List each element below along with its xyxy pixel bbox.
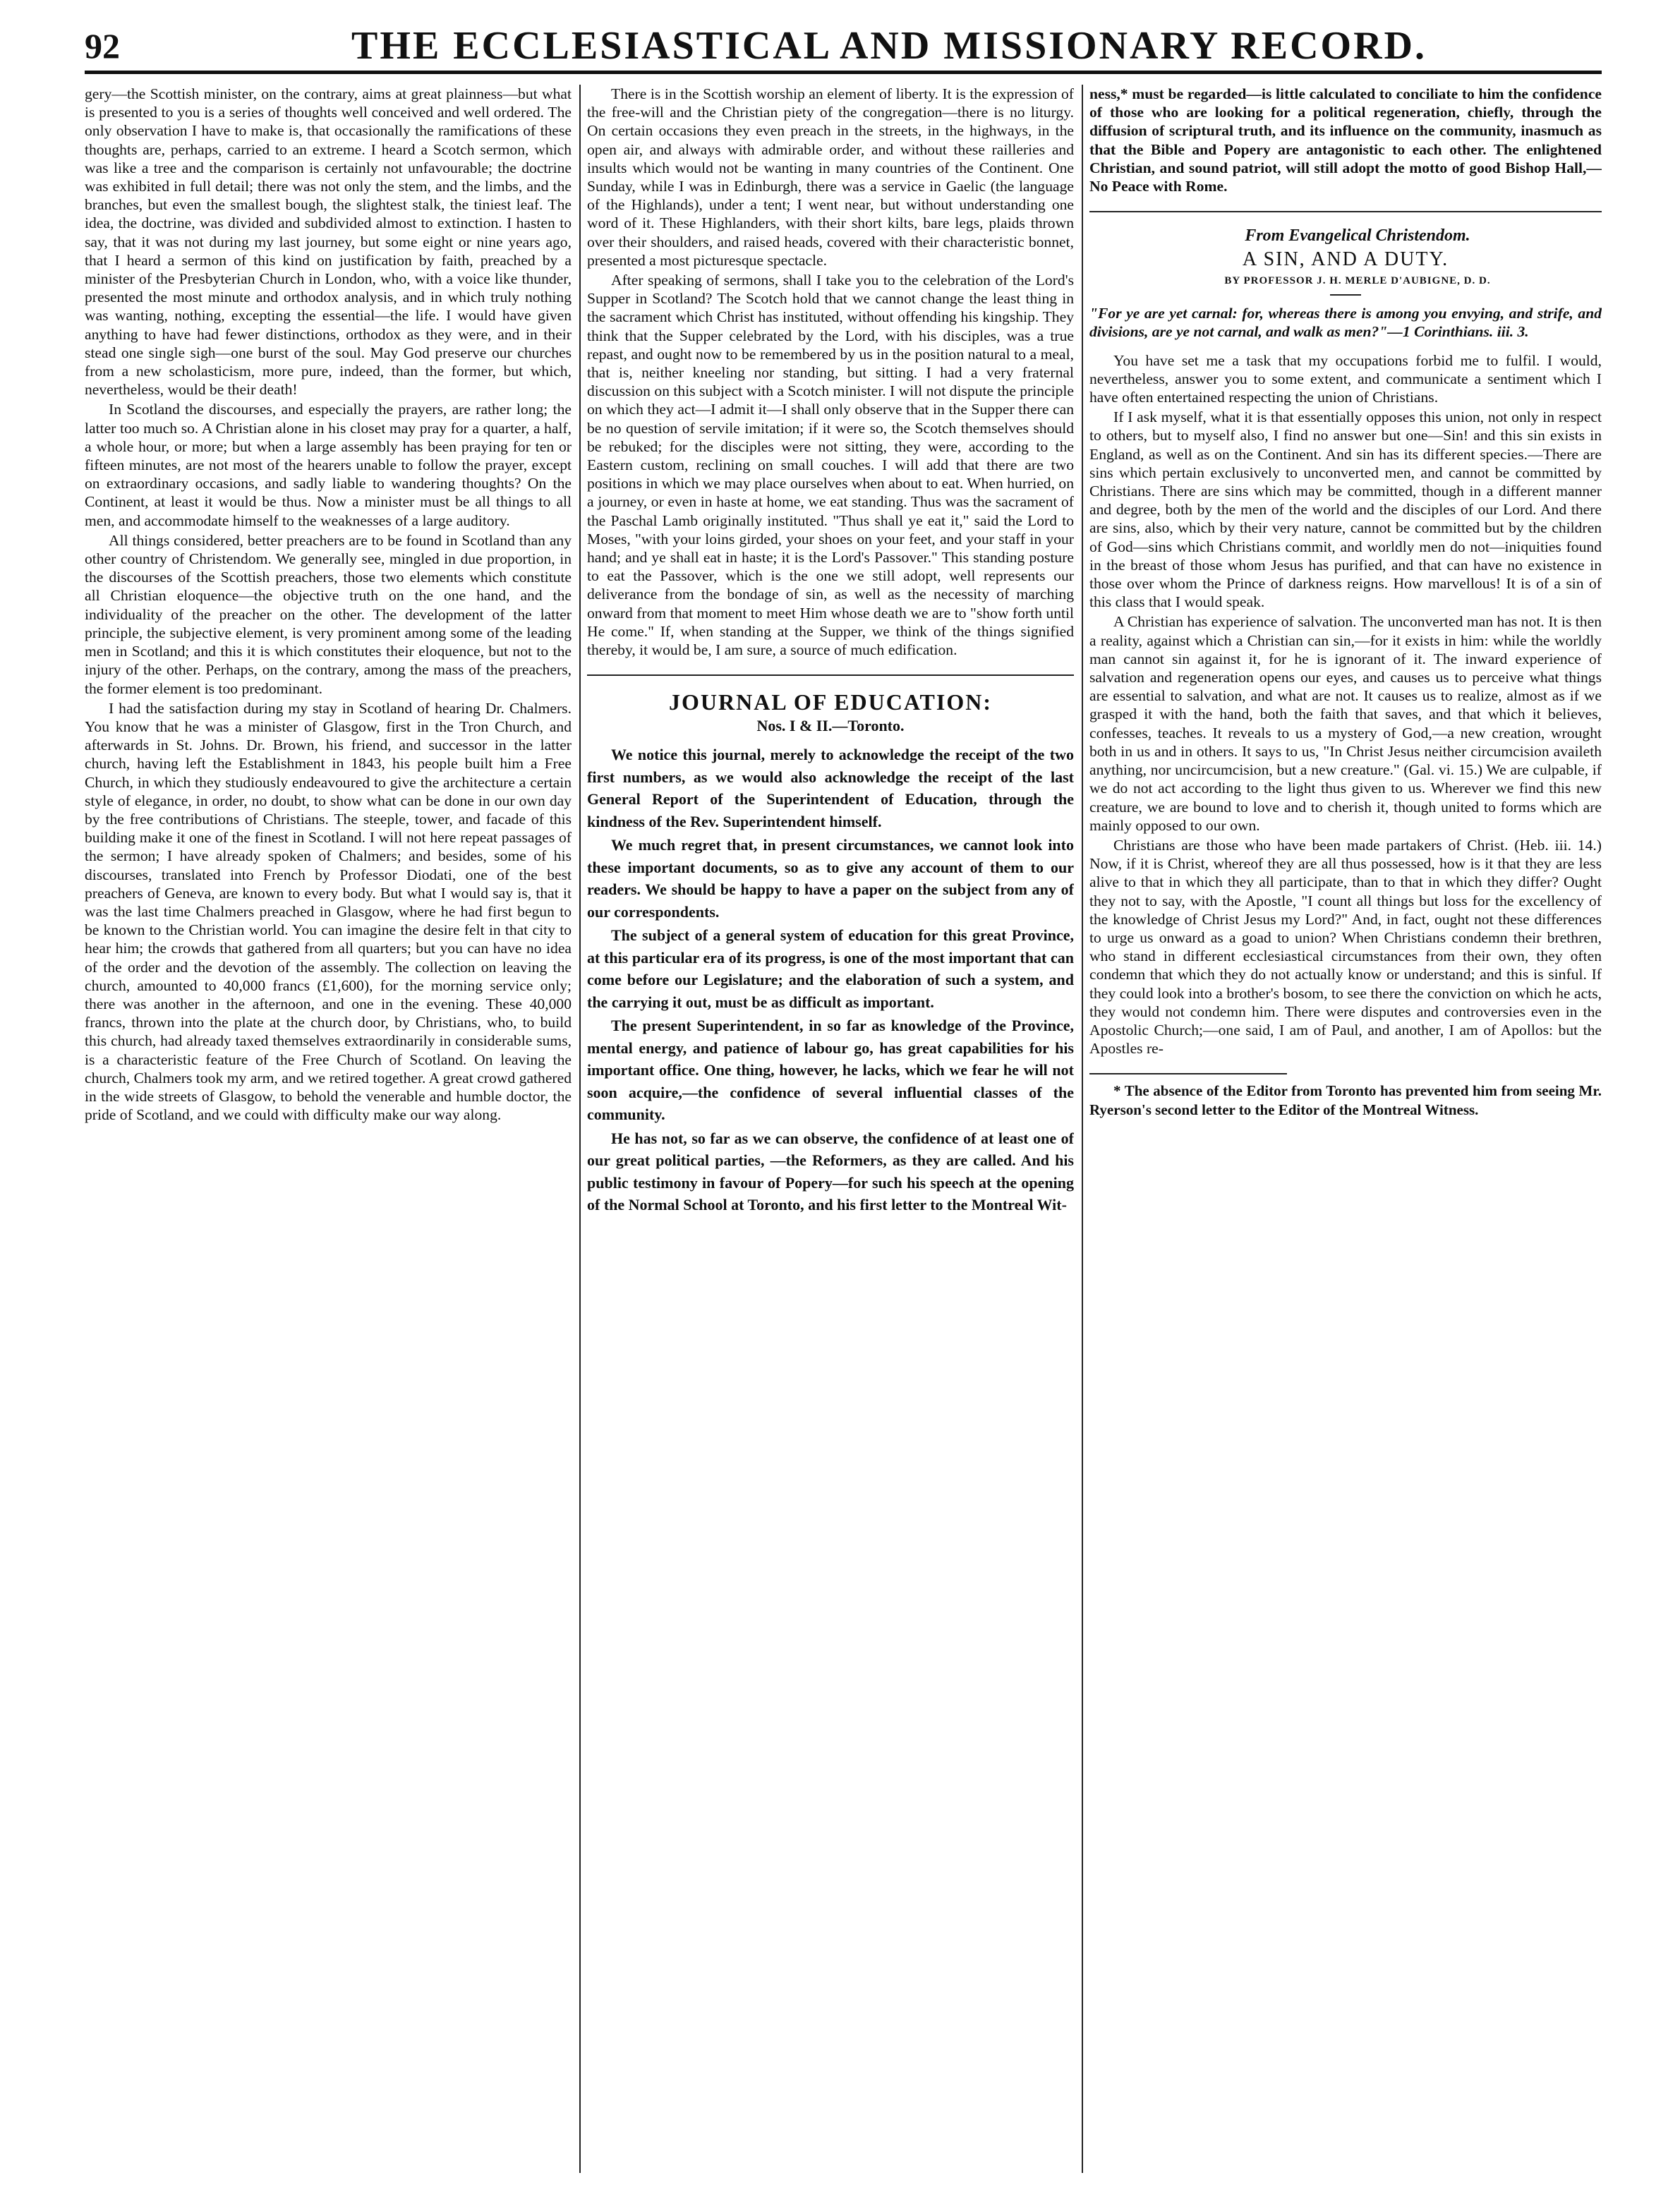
page-header <box>85 23 1602 69</box>
journal-paragraph: The subject of a general system of education for this great Province, at this particular era of its progress, is one of the most important that can come before our Legislature; and the elaboration of such a system, and the carrying it out, must be as difficult as important. <box>587 926 1074 1011</box>
article-source: From Evangelical Christendom. <box>1245 226 1470 246</box>
article-paragraph: If I ask myself, what it is that essentially opposes this union, not only in respect to others, but to myself also, I find no answer but one—Sin! and this sin exists in England, as well as on the Continent. And sin has its different species.—There are sins which pertain exclusively to unconverted men, and cannot be committed by Christians. There are sins which may be committed, though in a different manner and degree, both by the men of the world and the disciples of our Lord. And there are sins, also, which by their very nature, cannot be committed but by the children of God—sins which Christians commit, and worldly men do not—iniquities found in the breast of those whom Jesus has purified, and that can have no existence in those over whom the Prince of darkness reigns. How marvellous! It is of a sin of this class that I would speak. <box>1089 408 1602 611</box>
column-rule-left <box>579 85 581 2173</box>
journal-subheading: Nos. I & II.—Toronto. <box>756 717 905 735</box>
article-paragraph: ness,* must be regarded—is little calculated to conciliate to him the confidence of those who are looking for a political regeneration, chiefly, through the diffusion of scriptural truth, and its influence on the community, inasmuch as that the Bible and Popery are antagonistic to each other. The enlightened Christian, and sound patriot, will still adopt the motto of good Bishop Hall,—No Peace with Rome. <box>1089 85 1602 195</box>
article-title: A SIN, AND A DUTY. <box>1242 248 1449 271</box>
article-paragraph: There is in the Scottish worship an element of liberty. It is the expression of the free-will and the Christian piety of the congregation—there is no liturgy. On certain occasions they even preach in the streets, in the highways, in the open air, and always with admirable order, and without these railleries and insults which would not be wanting in many countries of the Continent. One Sunday, while I was in Edinburgh, there was a service in Gaelic (the language of the Highlands), under a tent; I went near, but without understanding one word of it. These Highlanders, with their short kilts, bare legs, plaids thrown over their shoulders, and raised heads, covered with their characteristic bonnet, presented a most picturesque spectacle. <box>587 85 1074 269</box>
journal-paragraph: He has not, so far as we can observe, the confidence of at least one of our great political parties, —the Reformers, as they are called. And his public testimony in favour of Popery—for such his speech at the opening of the Normal School at Toronto, and his first letter to the Montreal Wit- <box>587 1129 1074 1214</box>
column-3 <box>1089 85 1602 2173</box>
continued-journal-text <box>1089 85 1602 195</box>
column-2 <box>587 85 1074 2173</box>
article-paragraph: I had the satisfaction during my stay in Scotland of hearing Dr. Chalmers. You know that he was a minister of Glasgow, first in the Tron Church, and afterwards in St. Johns. Dr. Brown, his friend, and successor in the latter church, having left the Establishment in 1843, his people built him a Free Church, in which they studiously endeavoured to give the architecture a certain style of elegance, in order, no doubt, to show what can be done in our own day by the free contributions of Christians. The steeple, tower, and facade of this building make it one of the finest in Scotland. I will not here repeat passages of the sermon; I have already spoken of Chalmers; and besides, some of his discourses, translated into French by Professor Diodati, one of the best preachers of Geneva, are known to every body. But what I would say is, that it was the last time Chalmers preached in Glasgow, where he had first begun to be known to the Christian world. You can imagine the desire felt in that city to hear him; the crowds that gathered from all quarters; but you can have no idea of the order and the devotion of the assembly. The collection on leaving the church, amounted to 40,000 francs (£1,600), for the morning service only; there was another in the afternoon, and one in the evening. These 40,000 francs, thrown into the plate at the church door, by Christians, who, to build this church, had already taxed themselves extraordinarily in considerable sums, is a characteristic feature of the Free Church of Scotland. On leaving the church, Chalmers took my arm, and we retired together. A great crowd gathered in the wide streets of Glasgow, to behold the venerable and humble doctor, the pride of Scotland, and we could with difficulty make our way along. <box>85 699 572 1124</box>
article-paragraph: gery—the Scottish minister, on the contrary, aims at great plainness—but what is presented to you is a series of thoughts well conceived and well ordered. The only observation I have to make is, that occasionally the ramifications of these thoughts are, perhaps, carried to an extreme. I heard a Scotch sermon, which was like a tree and the comparison is certainly not unfavourable; the doctrine was exhibited in full detail; there was not only the stem, and the limbs, and the branches, but even the smallest bough, the slightest stalk, the tiniest leaf. The idea, the doctrine, was divided and subdivided almost to extinction. I hasten to say, that it was not during my last journey, but some eight or nine years ago, that I heard a sermon of this kind on justification by faith, preached by a minister of the Presbyterian Church in London, who, with a voice like thunder, presented the most minute and orthodox analysis, and in which truly nothing was wanting, nothing, excepting the essential—the life. I would have given anything to have had fewer distinctions, orthodox as they were, and in their stead one single sigh—one burst of the soul. May God preserve our churches from a new scholasticism, more pure, indeed, than the former, but which, nevertheless, would be their death! <box>85 85 572 399</box>
masthead-title: THE ECCLESIASTICAL AND MISSIONARY RECORD. <box>351 24 1427 68</box>
article-paragraph: Christians are those who have been made partakers of Christ. (Heb. iii. 14.) Now, if it is Christ, whereof they are all thus possessed, how is it that they are less alive to that in which they all participate, than to that in which they differ? Ought they not to say, with the Apostle, "I count all things but loss for the excellency of the knowledge of Christ Jesus my Lord?" And, in fact, ought not these differences to urge us onward as a goad to union? When Christians condemn their brethren, who stand in different ecclesiastical circumstances from their own, they often condemn that which they do not actually know or understand; and this is sinful. If they could look into a brother's bosom, to see there the conviction on which he acts, they would not condemn him. There were disputes and controversies even in the Apostolic Church;—one said, I am of Paul, and another, I am of Apollos: but the Apostles re- <box>1089 836 1602 1058</box>
page-number: 92 <box>85 26 120 66</box>
short-rule <box>1330 294 1361 296</box>
journal-body <box>587 744 1074 1216</box>
article-epigraph: "For ye are yet carnal: for, whereas there is among you envying, and strife, and divisions, are ye not carnal, and walk as men?"—1 Corinthians. iii. 3. <box>1089 305 1602 341</box>
column-1 <box>85 85 572 2173</box>
article-paragraph: You have set me a task that my occupations forbid me to fulfil. I would, nevertheless, answer you to some extent, and communicate a sentiment which I have often entertained respecting the union of Christians. <box>1089 351 1602 406</box>
section-divider <box>587 674 1074 676</box>
footnote: * The absence of the Editor from Toronto has prevented him from seeing Mr. Ryerson's second letter to the Editor of the Montreal Witness. <box>1089 1082 1602 1119</box>
journal-paragraph: We much regret that, in present circumstances, we cannot look into these important documents, so as to give any account of them to our readers. We should be happy to have a paper on the subject from any of our correspondents. <box>587 836 1074 921</box>
journal-heading: JOURNAL OF EDUCATION: <box>668 689 992 715</box>
section-divider <box>1089 211 1602 212</box>
journal-paragraph: The present Superintendent, in so far as knowledge of the Province, mental energy, and patience of labour go, has great capabilities for his important office. One thing, however, he lacks, which we fear he will not soon acquire,—the confidence of several influential classes of the community. <box>587 1017 1074 1124</box>
column-rule-right <box>1082 85 1083 2173</box>
article-paragraph: In Scotland the discourses, and especially the prayers, are rather long; the latter too much so. A Christian alone in his closet may pray for a quarter, a half, a whole hour, or more; but when a large assembly has been praying for ten or fifteen minutes, are not most of the hearers unable to follow the prayer, except on extraordinary occasions, and sadly liable to wandering thoughts? On the Continent, at least it would be thus. Now a minister must be all things to all men, and accommodate himself to the weaknesses of a large auditory. <box>85 401 572 529</box>
article-paragraph: A Christian has experience of salvation. The unconverted man has not. It is then a reality, against which a Christian can sin,—for it exists in him: while the worldly man cannot sin against it, for he is ignorant of it. The inward experience of salvation and regeneration opens our eyes, and causes us to perceive what things are essential to salvation, and what are not. It causes us to realize, almost as if we grasped it with the hand, both the faith that saves, and that which it believes, confesses, teaches. It reveals to us a mystery of God,—a new creation, wrought both in us and in others. It says to us, "In Christ Jesus neither circumcision availeth anything, nor uncircumcision, but a new creature." (Gal. vi. 15.) We are culpable, if we do not act according to the light thus given to us. Wherever we find this new creature, we are bound to love and to cherish it, though united to forms which are mainly opposed to our own. <box>1089 613 1602 834</box>
article-byline: BY PROFESSOR J. H. MERLE D'AUBIGNE, D. D. <box>1224 275 1491 287</box>
header-rule <box>85 71 1602 74</box>
article-paragraph: After speaking of sermons, shall I take you to the celebration of the Lord's Supper in Scotland? The Scotch hold that we cannot change the least thing in the sacrament which Christ has instituted, without offending his kingship. They think that the Supper celebrated by the Lord, with his disciples, was a true repast, and ought now to be remembered by us in the position natural to a meal, that is, neither kneeling nor standing, but sitting. I had a very fraternal discussion on this subject with a Scotch minister. I will not dispute the principle on which they act—I admit it—I shall only observe that in the Supper there can be no question of servile imitation; if it were so, the Scotch themselves should be rebuked; for the disciples were not sitting, they were, according to the Eastern custom, reclining on small couches. I will add that there are two positions in which we may place ourselves when about to eat. When hurried, on a journey, or even in haste at home, we eat standing. Thus was the sacrament of the Paschal Lamb originally instituted. "Thus shall ye eat it," said the Lord to Moses, "with your loins girded, your shoes on your feet, and your staff in your hand; and ye shall eat in haste; it is the Lord's Passover." This standing posture to eat the Passover, which is the one we still adopt, well represents our deliverance from the bondage of sin, as well as the necessity of marching onward from that moment to meet Him whose death we are to "show forth until He come." If, when standing at the Supper, we think of the things signified thereby, it would be, I am sure, a source of much edification. <box>587 272 1074 659</box>
journal-paragraph: We notice this journal, merely to acknowledge the receipt of the two first numbers, as we would also acknowledge the receipt of the last General Report of the Superintendent of Education, through the kindness of the Rev. Superintendent himself. <box>587 746 1074 830</box>
article-paragraph: All things considered, better preachers are to be found in Scotland than any other country of Christendom. We generally see, mingled in due proportion, in the discourses of the Scottish preachers, those two elements which constitute all Christian eloquence—the objective truth on the one hand, and the individuality of the preacher on the other. The development of the latter principle, the subjective element, is very prominent among some of the leading men in Scotland; and this it is which constitutes their eloquence, but not to the injury of the other. Perhaps, on the contrary, among the mass of the preachers, the former element is too predominant. <box>85 531 572 697</box>
footnote-rule <box>1089 1073 1287 1074</box>
